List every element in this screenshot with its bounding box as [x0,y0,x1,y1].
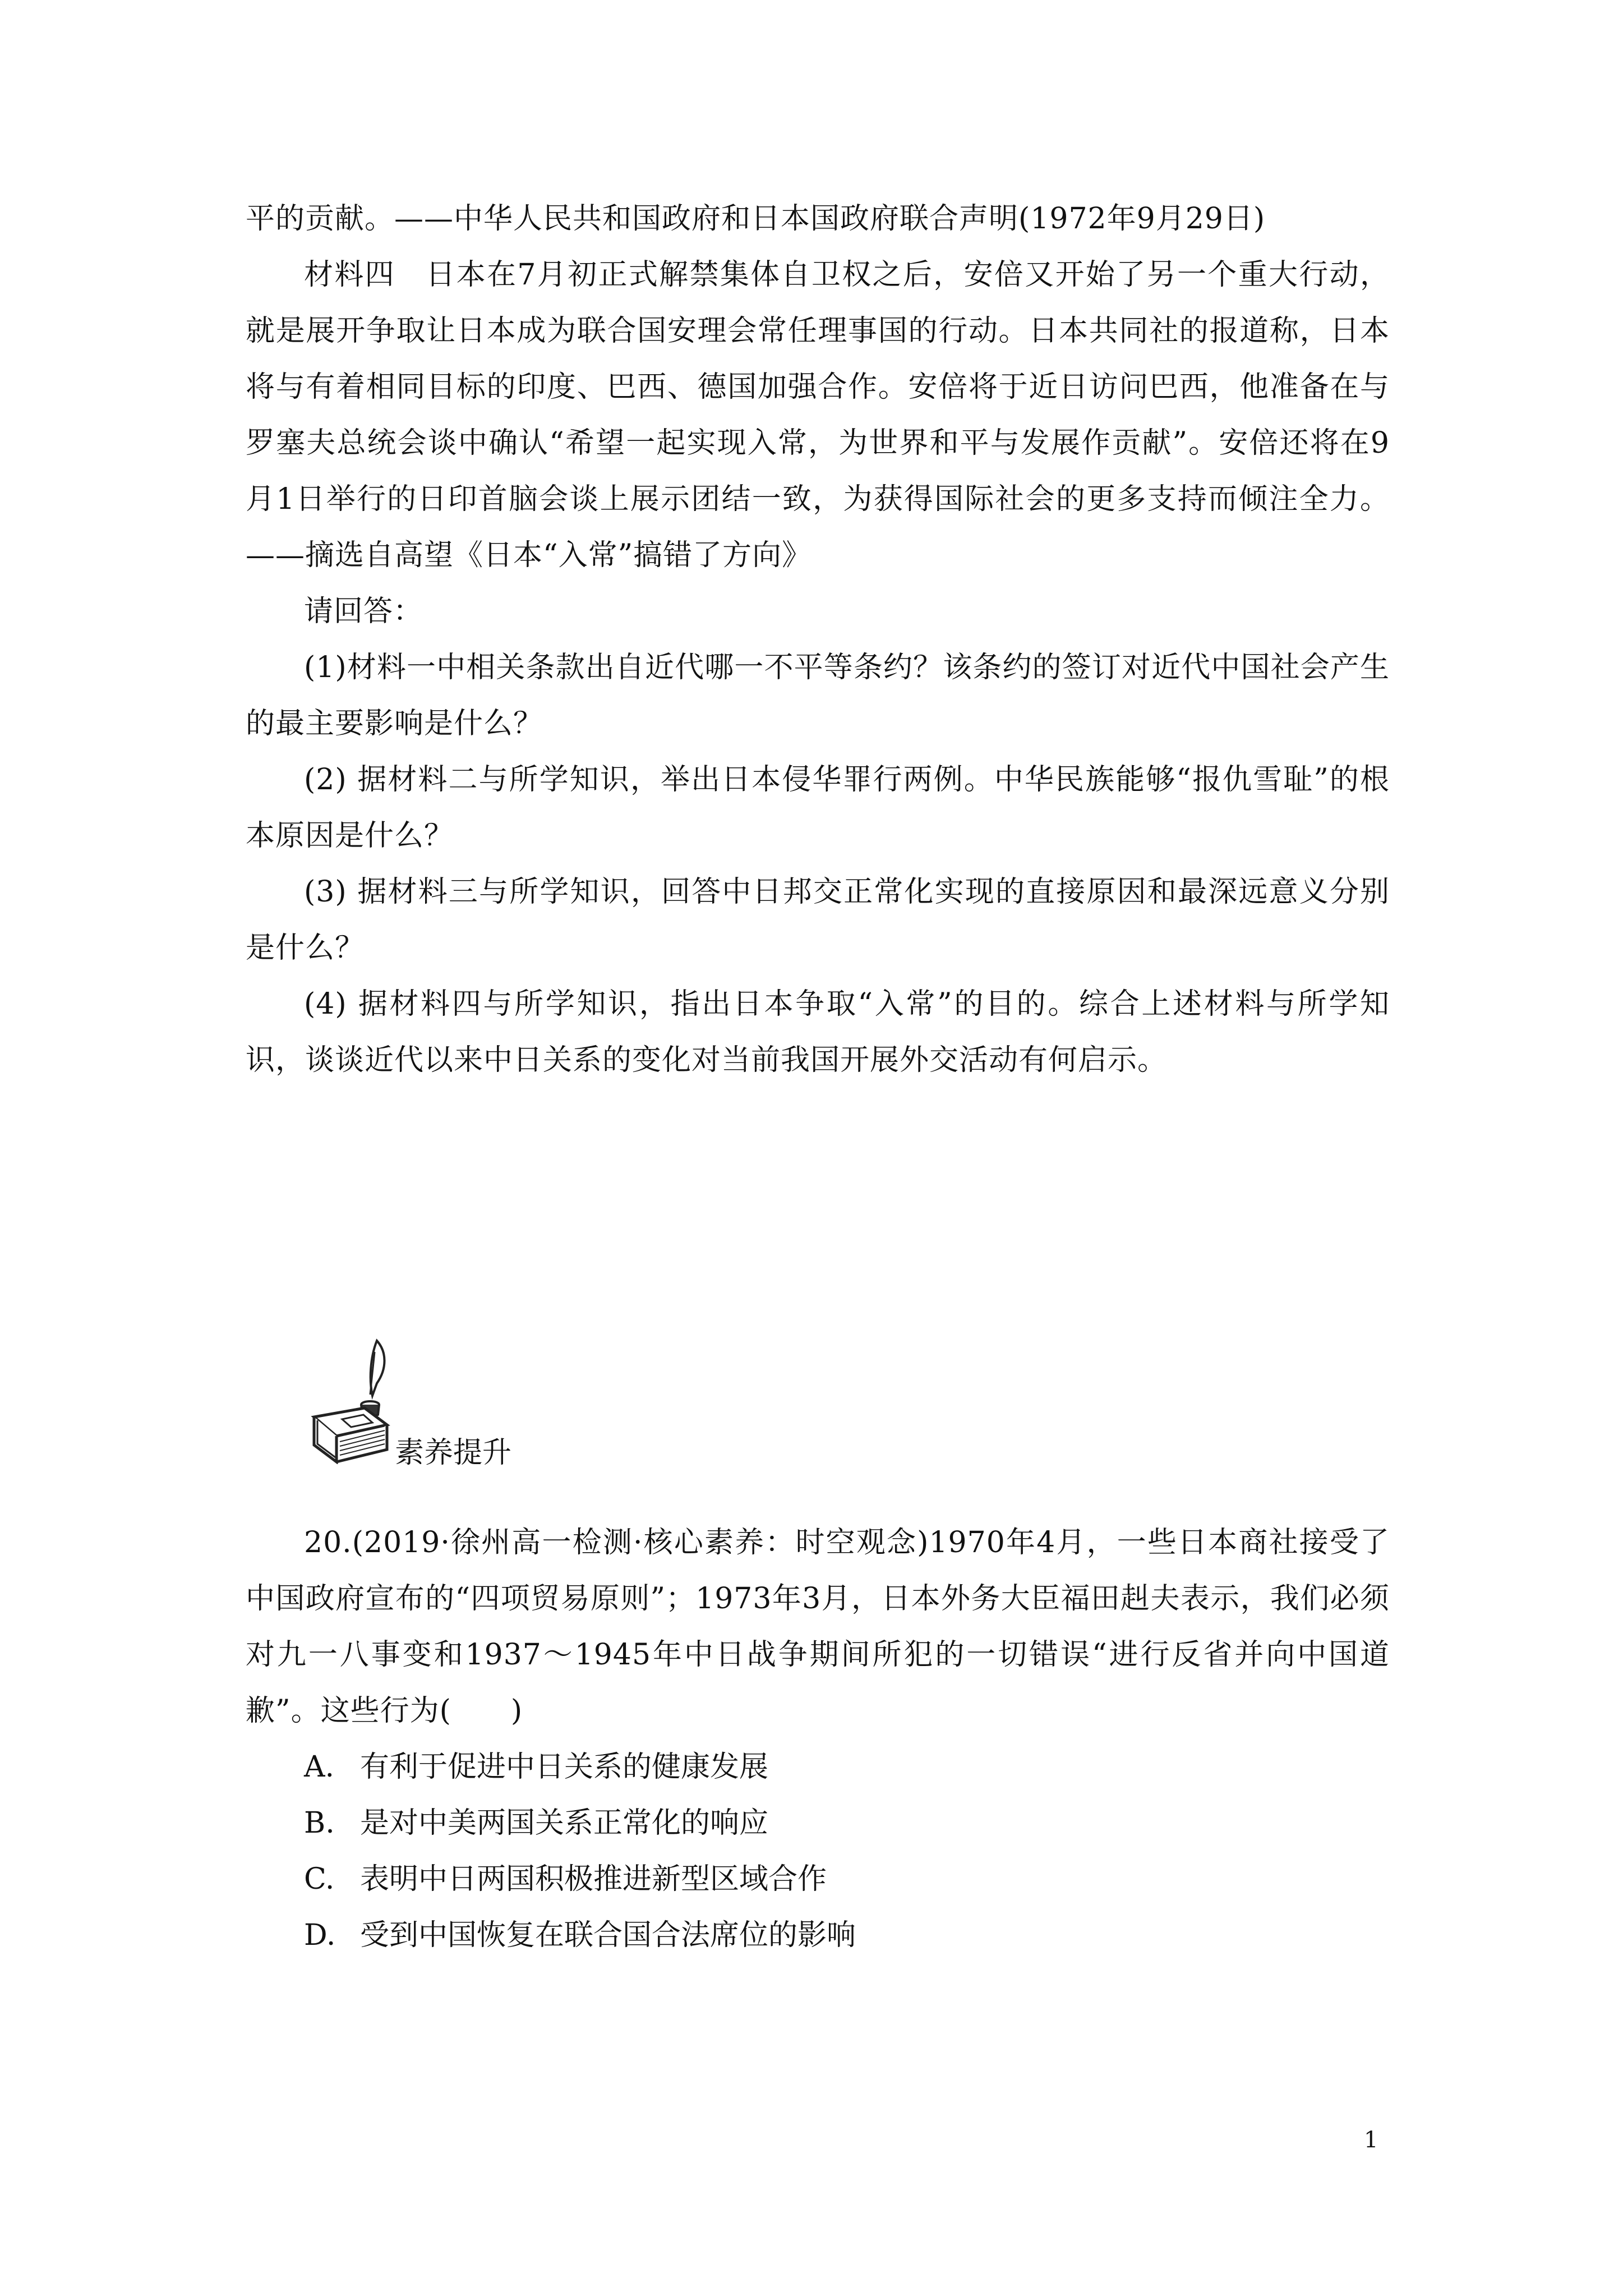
section-header [303,1329,639,1475]
sub-question-1: (1)材料一中相关条款出自近代哪一不平等条约？该条约的签订对近代中国社会产生的最主要影响是什么？ [246,651,1390,740]
option-a: A. 有利于促进中日关系的健康发展 [304,1750,769,1784]
material-three-ending: 平的贡献。——中华人民共和国政府和日本国政府联合声明(1972年9月29日) [246,202,1266,236]
material-four-paragraph: 材料四 日本在7月初正式解禁集体自卫权之后，安倍又开始了另一个重大行动，就是展开争取让日本成为联合国安理会常任理事国的行动。日本共同社的报道称，日本将与有着相同目标的印度、巴西、德国加强合作。安倍将于近日访问巴西，他准备在与罗塞夫总统会谈中确认“希望一起实现入常，为世界和平与发展作贡献”。安倍还将在9月1日举行的日印首脑会谈上展示团结一致，为获得国际社会的更多支持而倾注全力。——摘选自高望《日本“入常”搞错了方向》 [246,258,1390,572]
book-quill-icon [303,1329,398,1464]
page-number: 1 [1364,2127,1378,2153]
option-c: C. 表明中日两国积极推进新型区域合作 [304,1862,827,1896]
sub-question-2: (2) 据材料二与所学知识，举出日本侵华罪行两例。中华民族能够“报仇雪耻”的根本原因是什么？ [246,763,1390,853]
option-b: B. 是对中美两国关系正常化的响应 [304,1806,769,1840]
sub-question-3: (3) 据材料三与所学知识，回答中日邦交正常化实现的直接原因和最深远意义分别是什么？ [246,875,1390,965]
section-title: 素养提升 [395,1436,512,1470]
question-20-block [246,1515,1390,1963]
sub-question-4: (4) 据材料四与所学知识，指出日本争取“入常”的目的。综合上述材料与所学知识，谈谈近代以来中日关系的变化对当前我国开展外交活动有何启示。 [246,987,1390,1077]
answer-prompt: 请回答： [304,595,423,628]
option-d: D. 受到中国恢复在联合国合法席位的影响 [304,1918,856,1952]
material-text-block [246,191,1390,1088]
question-20-stem: 20.(2019·徐州高一检测·核心素养：时空观念)1970年4月，一些日本商社接受了中国政府宣布的“四项贸易原则”；1973年3月，日本外务大臣福田赳夫表示，我们必须对九一八事变和1937～1945年中日战争期间所犯的一切错误“进行反省并向中国道歉”。这些行为( ) [246,1526,1390,1728]
